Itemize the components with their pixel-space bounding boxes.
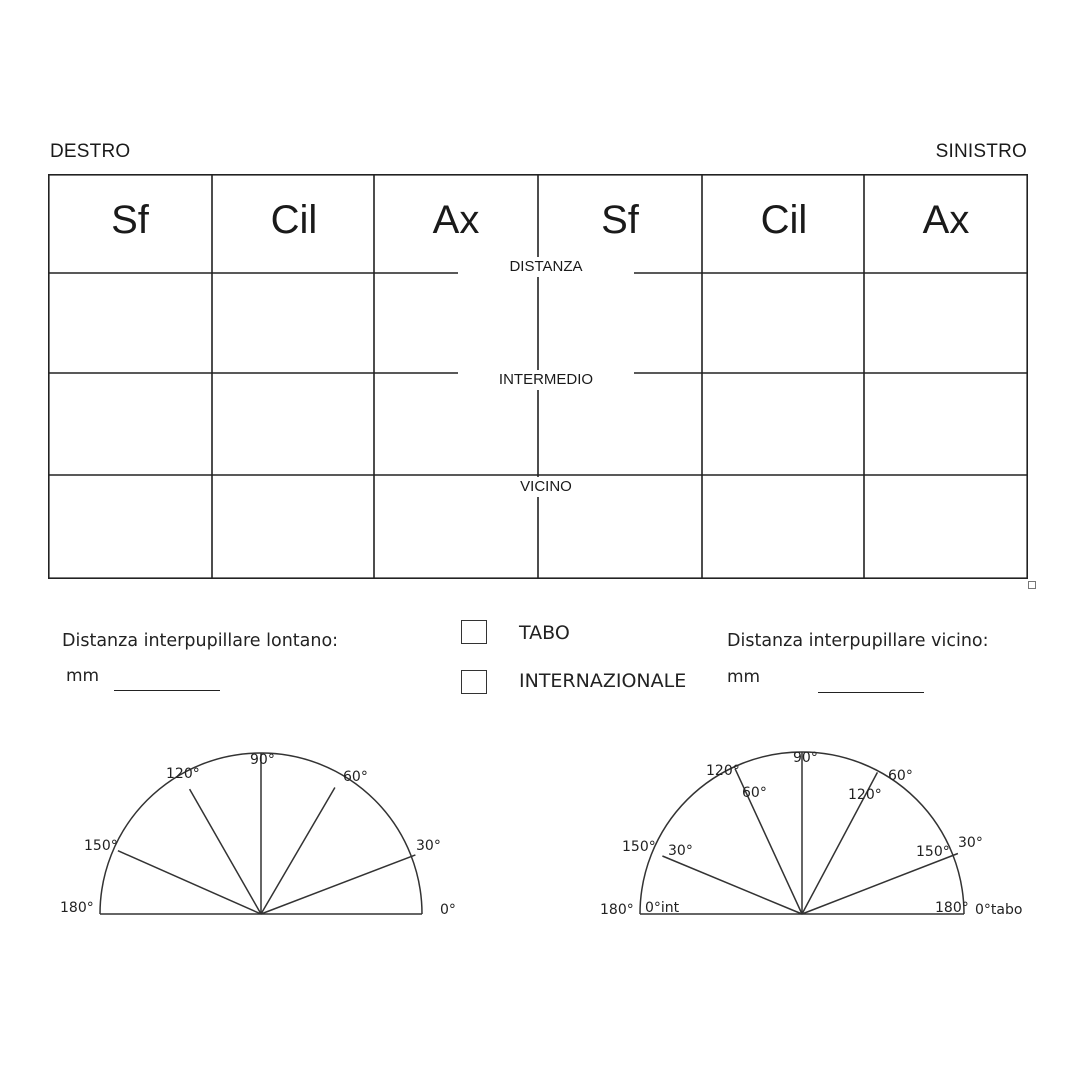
inner-deg-150: 150° <box>916 844 950 860</box>
ipd-far-unit: mm <box>66 666 100 686</box>
protractor-tabo-international <box>590 740 1040 930</box>
row-label-intermediate: INTERMEDIO <box>458 370 634 390</box>
ipd-far-label: Distanza interpupillare lontano: <box>62 631 339 651</box>
ipd-near-label: Distanza interpupillare vicino: <box>727 631 989 651</box>
ipd-far-input[interactable] <box>114 690 220 691</box>
ipd-near-input[interactable] <box>818 692 924 693</box>
deg-30: 30° <box>416 838 441 854</box>
outer-deg-60: 60° <box>888 768 913 784</box>
protractor-standard <box>50 740 470 930</box>
outer-deg-180: 180° <box>600 902 634 918</box>
inner-deg-60: 60° <box>742 785 767 801</box>
deg-60: 60° <box>343 769 368 785</box>
row-label-near: VICINO <box>458 477 634 497</box>
deg-0-tabo: 0°tabo <box>975 902 1023 918</box>
right-sphere-header: Sf <box>111 198 149 242</box>
inner-deg-30: 30° <box>668 843 693 859</box>
left-axis-header: Ax <box>922 198 970 242</box>
left-cylinder-header: Cil <box>760 198 808 242</box>
left-sphere-header: Sf <box>601 198 639 242</box>
international-checkbox[interactable] <box>461 670 487 694</box>
inner-deg-180: 180° <box>935 900 969 916</box>
outer-deg-30: 30° <box>958 835 983 851</box>
tabo-label: TABO <box>519 622 570 644</box>
deg-0: 0° <box>440 902 456 918</box>
right-eye-label: DESTRO <box>50 141 131 162</box>
deg-90: 90° <box>250 752 275 768</box>
outer-deg-120: 120° <box>706 763 740 779</box>
international-label: INTERNAZIONALE <box>519 670 687 692</box>
outer-deg-90: 90° <box>793 750 818 766</box>
right-cylinder-header: Cil <box>270 198 318 242</box>
inner-deg-0int: 0°int <box>645 900 680 916</box>
left-eye-label: SINISTRO <box>935 141 1027 162</box>
deg-180: 180° <box>60 900 94 916</box>
row-label-distance: DISTANZA <box>458 257 634 277</box>
inner-deg-120: 120° <box>848 787 882 803</box>
tabo-checkbox[interactable] <box>461 620 487 644</box>
table-resize-handle[interactable] <box>1028 581 1036 589</box>
right-axis-header: Ax <box>432 198 480 242</box>
ipd-near-unit: mm <box>727 667 761 687</box>
deg-150: 150° <box>84 838 118 854</box>
outer-deg-150: 150° <box>622 839 656 855</box>
deg-120: 120° <box>166 766 200 782</box>
